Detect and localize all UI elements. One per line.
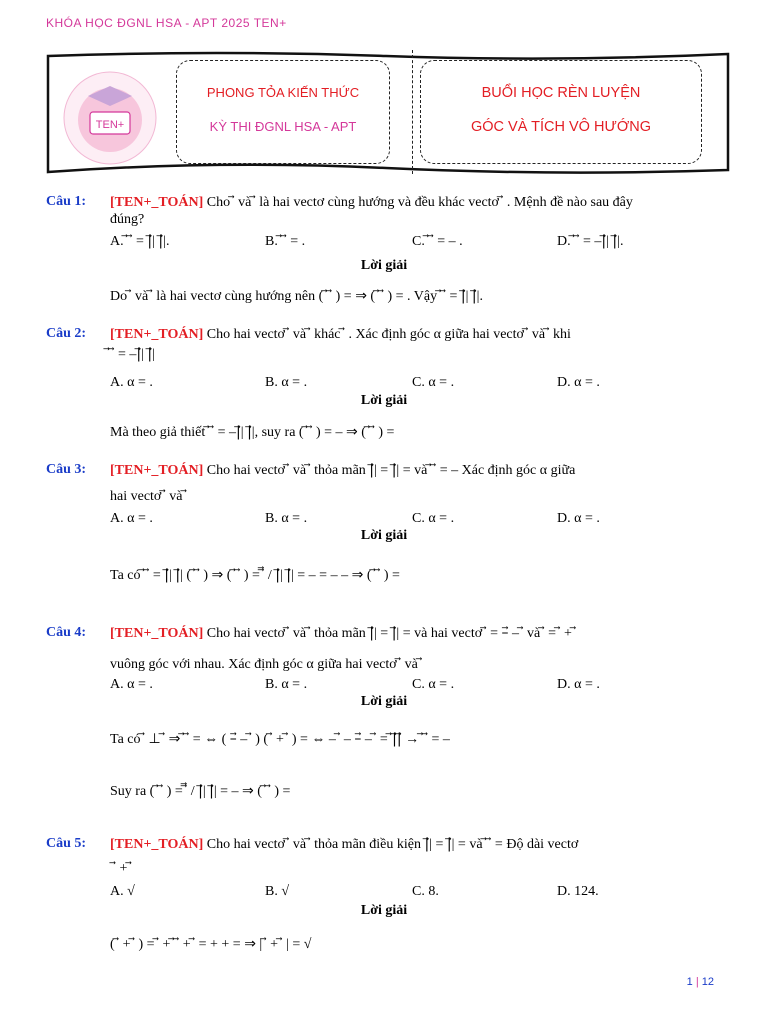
question-2-stem-line1: [110, 326, 571, 343]
question-2-stem-text: Cho hai vectơ ⃗ và ⃗ khác ⃗ . Xác định góc α giữa hai vectơ ⃗ và ⃗ khi: [203, 327, 571, 342]
question-2-solution: Mà theo giả thiết ⃗ ⃗ = –|⃗| |⃗|, suy ra ( ⃗ ⃗ ) = – ⇒ ( ⃗ ⃗ ) =: [110, 425, 395, 440]
page-separator: |: [695, 976, 699, 988]
logo-text: TEN+: [95, 119, 125, 131]
question-3-option-c: C. α = .: [412, 511, 455, 526]
question-4-option-c: C. α = .: [412, 677, 455, 692]
question-2-option-a: A. α = .: [110, 375, 153, 390]
question-3-tag: [TEN+_TOÁN]: [110, 463, 204, 478]
course-header: KHÓA HỌC ĐGNL HSA - APT 2025 TEN+: [46, 16, 287, 30]
page-total: 12: [701, 976, 714, 988]
question-5-stem-line2: ⃗ + ⃗: [116, 861, 132, 876]
question-3-stem-text: Cho hai vectơ ⃗ và ⃗ thỏa mãn |⃗| = |⃗| = và ⃗ ⃗ = – Xác định góc α giữa: [203, 463, 576, 478]
question-4-solution-line1: Ta có ⃗ ⊥ ⃗ ⇒ ⃗ ⃗ = ⇔ ( –⃗ – ⃗ ) ( ⃗ + ⃗ ) = ⇔ – ⃗ – –⃗ – ⃗ = ⃗|⃗|⃗ → ⃗ ⃗ = –: [110, 732, 450, 747]
question-1-solution: Do ⃗ và ⃗ là hai vectơ cùng hướng nên ( ⃗ ⃗ ) = ⇒ ( ⃗ ⃗ ) = . Vậy ⃗ ⃗ = |⃗| |⃗|.: [110, 289, 483, 304]
question-1-number: Câu 1:: [46, 194, 87, 209]
banner: [46, 50, 730, 174]
question-4-option-d: D. α = .: [557, 677, 600, 692]
question-5-solution: ( ⃗ + ⃗ ) = ⃗ + ⃗ ⃗ + ⃗ = + + = ⇒ | ⃗ + ⃗ | = √: [110, 937, 312, 952]
question-5-stem-text: Cho hai vectơ ⃗ và ⃗ thỏa mãn điều kiện |⃗| = |⃗| = và ⃗ ⃗ = Độ dài vectơ: [203, 837, 579, 852]
question-4-stem-text: Cho hai vectơ ⃗ và ⃗ thỏa mãn |⃗| = |⃗| = và hai vectơ ⃗ = –⃗ – ⃗ và ⃗ = ⃗ + ⃗: [203, 626, 577, 641]
left-banner-box: [176, 60, 390, 164]
question-1-option-b: B. ⃗ ⃗ = .: [265, 234, 306, 249]
question-3-option-b: B. α = .: [265, 511, 308, 526]
question-5-solution-label: Lời giải: [360, 903, 408, 918]
page-current: 1: [686, 976, 693, 988]
question-3-stem-line2: hai vectơ ⃗ và ⃗: [110, 489, 187, 504]
question-3-solution-label: Lời giải: [360, 528, 408, 543]
question-3-option-a: A. α = .: [110, 511, 153, 526]
page-number: [687, 976, 714, 988]
question-1-stem-line2: đúng?: [110, 212, 145, 227]
question-5-option-c: C. 8.: [412, 884, 439, 899]
question-1-solution-label: Lời giải: [360, 258, 408, 273]
ten-plus-logo: [60, 68, 160, 168]
question-4-option-b: B. α = .: [265, 677, 308, 692]
right-banner-line1: BUỔI HỌC RÈN LUYỆN: [481, 85, 641, 101]
question-3-stem-line1: [110, 462, 575, 479]
question-1-option-d: D. ⃗ ⃗ = –|⃗| |⃗|.: [557, 234, 624, 249]
question-5-option-d: D. 124.: [557, 884, 599, 899]
question-1-stem-line1: [110, 194, 633, 211]
right-banner-line2: GÓC VÀ TÍCH VÔ HƯỚNG: [470, 119, 652, 135]
question-5-stem-line1: [110, 836, 578, 853]
question-2-option-c: C. α = .: [412, 375, 455, 390]
question-2-number: Câu 2:: [46, 326, 87, 341]
question-3-number: Câu 3:: [46, 462, 87, 477]
question-3-solution: Ta có ⃗ ⃗ = |⃗| |⃗| ( ⃗ ⃗ ) ⇒ ( ⃗ ⃗ ) = ⃗⃗ / |⃗| |⃗| = – = – – ⇒ ( ⃗ ⃗ ) =: [110, 568, 400, 583]
question-2-stem-line2: ⃗ ⃗ = –|⃗| |⃗|: [110, 347, 155, 362]
question-1-option-c: C. ⃗ ⃗ = – .: [412, 234, 463, 249]
question-4-solution-label: Lời giải: [360, 694, 408, 709]
left-banner-line1: PHONG TỎA KIẾN THỨC: [206, 85, 360, 100]
question-3-option-d: D. α = .: [557, 511, 600, 526]
question-1-tag: [TEN+_TOÁN]: [110, 195, 204, 210]
question-4-number: Câu 4:: [46, 625, 87, 640]
question-2-solution-label: Lời giải: [360, 393, 408, 408]
question-5-tag: [TEN+_TOÁN]: [110, 837, 204, 852]
question-5-option-a: A. √: [110, 884, 135, 899]
left-banner-line2: KỲ THI ĐGNL HSA - APT: [209, 119, 357, 134]
question-4-solution-line2: Suy ra ( ⃗ ⃗ ) = ⃗⃗ / |⃗| |⃗| = – ⇒ ( ⃗ ⃗ ) =: [110, 784, 291, 799]
question-1-stem-text: Cho ⃗ và ⃗ là hai vectơ cùng hướng và đều khác vectơ ⃗ . Mệnh đề nào sau đây: [203, 195, 633, 210]
question-4-tag: [TEN+_TOÁN]: [110, 626, 204, 641]
question-5-number: Câu 5:: [46, 836, 87, 851]
question-5-option-b: B. √: [265, 884, 290, 899]
question-2-option-d: D. α = .: [557, 375, 600, 390]
question-4-stem-line1: [110, 625, 576, 642]
question-4-stem-line2: vuông góc với nhau. Xác định góc α giữa hai vectơ ⃗ và ⃗: [110, 657, 423, 672]
question-2-option-b: B. α = .: [265, 375, 308, 390]
banner-divider: [412, 50, 413, 174]
question-1-option-a: A. ⃗ ⃗ = |⃗| |⃗|.: [110, 234, 170, 249]
question-4-option-a: A. α = .: [110, 677, 153, 692]
right-banner-box: [420, 60, 702, 164]
question-2-tag: [TEN+_TOÁN]: [110, 327, 204, 342]
